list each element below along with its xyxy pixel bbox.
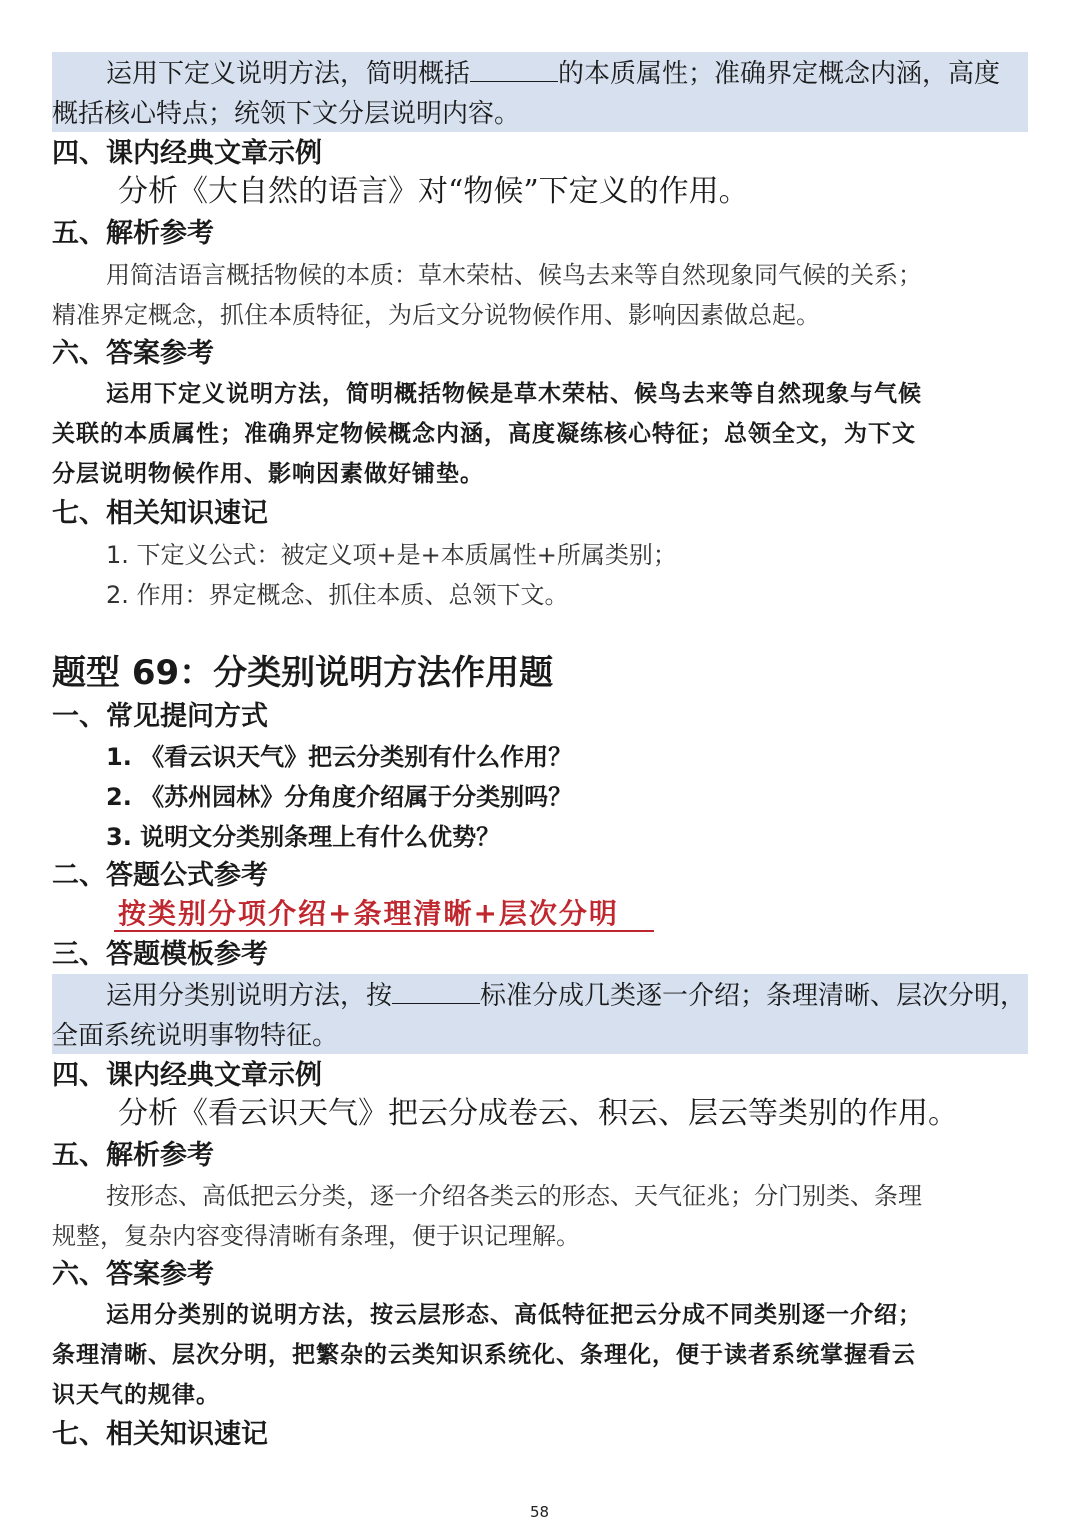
heading-knowledge: 七、相关知识速记 [52,498,268,529]
answer-line-1: 运用分类别的说明方法，按云层形态、高低特征把云分成不同类别逐一介绍； [106,1301,922,1328]
analysis-line-2: 规整，复杂内容变得清晰有条理，便于识记理解。 [52,1222,580,1250]
template-line-2: 全面系统说明事物特征。 [52,1021,339,1051]
heading-formula: 二、答题公式参考 [52,860,268,891]
heading-question-forms: 一、常见提问方式 [52,701,268,732]
example-text: 分析《大自然的语言》对“物候”下定义的作用。 [118,174,749,209]
fill-blank [470,57,558,82]
template-line-2: 概括核心特点；统领下文分层说明内容。 [52,99,521,129]
heading-analysis: 五、解析参考 [52,218,214,249]
formula-underline [114,930,654,932]
heading-template: 三、答题模板参考 [52,939,268,970]
answer-line-2: 关联的本质属性；准确界定物候概念内涵，高度凝练核心特征；总领全文，为下文 [52,420,916,447]
knowledge-item-1: 1. 下定义公式：被定义项+是+本质属性+所属类别； [106,541,677,569]
page-number: 58 [530,1503,550,1521]
example-text: 分析《看云识天气》把云分成卷云、积云、层云等类别的作用。 [118,1096,958,1131]
heading-knowledge: 七、相关知识速记 [52,1419,268,1450]
answer-formula: 按类别分项介绍+条理清晰+层次分明 [118,897,619,930]
heading-classic-example: 四、课内经典文章示例 [52,138,322,169]
analysis-line-1: 用简洁语言概括物候的本质：草木荣枯、候鸟去来等自然现象同气候的关系； [106,261,922,289]
answer-line-3: 识天气的规律。 [52,1381,220,1408]
question-type-title: 题型 69：分类别说明方法作用题 [52,653,554,693]
template-line-1: 运用分类别说明方法，按 标准分成几类逐一介绍；条理清晰、层次分明， [106,981,1027,1011]
question-item-2: 2. 《苏州园林》分角度介绍属于分类别吗？ [106,783,573,811]
analysis-line-1: 按形态、高低把云分类，逐一介绍各类云的形态、天气征兆；分门别类、条理 [106,1182,922,1210]
question-item-3: 3. 说明文分类别条理上有什么优势？ [106,823,501,851]
heading-analysis: 五、解析参考 [52,1140,214,1171]
answer-line-2: 条理清晰、层次分明，把繁杂的云类知识系统化、条理化，便于读者系统掌握看云 [52,1341,916,1368]
answer-line-3: 分层说明物候作用、影响因素做好铺垫。 [52,460,484,487]
template-line-1: 运用下定义说明方法，简明概括 的本质属性；准确界定概念内涵，高度 [106,59,1001,89]
analysis-line-2: 精准界定概念，抓住本质特征，为后文分说物候作用、影响因素做总起。 [52,301,820,329]
heading-classic-example: 四、课内经典文章示例 [52,1060,322,1091]
question-item-1: 1. 《看云识天气》把云分类别有什么作用？ [106,743,573,771]
fill-blank [392,979,480,1004]
heading-answer: 六、答案参考 [52,338,214,369]
heading-answer: 六、答案参考 [52,1259,214,1290]
knowledge-item-2: 2. 作用：界定概念、抓住本质、总领下文。 [106,581,569,609]
answer-line-1: 运用下定义说明方法，简明概括物候是草木荣枯、候鸟去来等自然现象与气候 [106,380,922,407]
